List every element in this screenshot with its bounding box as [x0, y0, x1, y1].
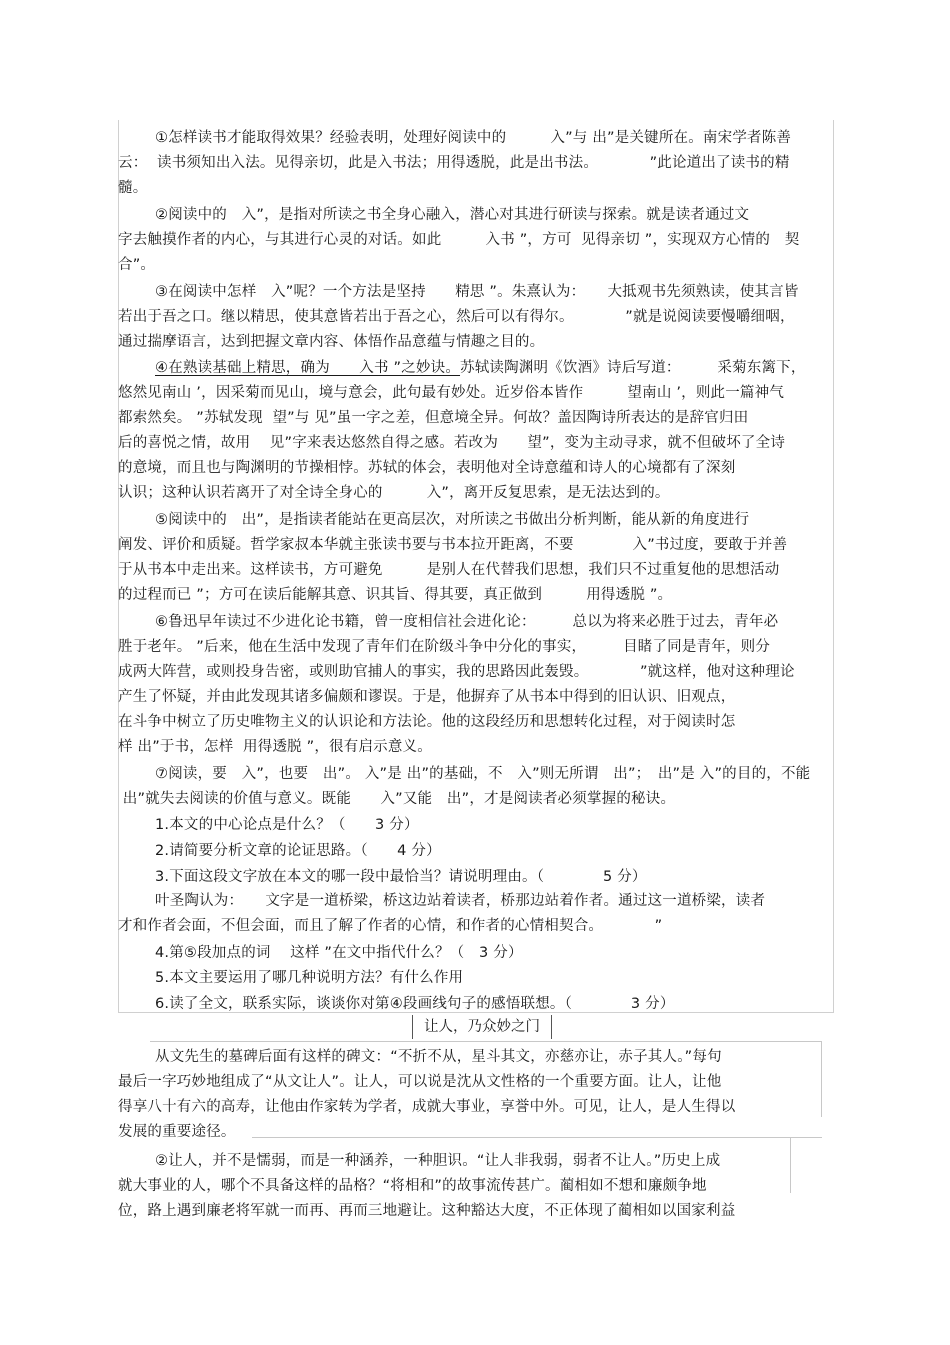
text-line: 都索然矣。 ”苏轼发现 望”与 见”虽一字之差，但意境全异。何故？盖因陶诗所表达的是辞官归田 — [118, 410, 749, 426]
text-line: 于从书本中走出来。这样读书，方可避免 是别人在代替我们思想，我们只不过重复他的思想活动 — [118, 562, 780, 578]
text-line: ②让人，并不是懦弱，而是一种涵养，一种胆识。“让人非我弱，弱者不让人。”历史上成 — [155, 1153, 721, 1169]
text-line: 产生了怀疑，并由此发现其诸多偏颇和谬误。于是，他摒弃了从书本中得到的旧认识、旧观点， — [118, 689, 736, 705]
text-line: 合”。 — [118, 257, 156, 273]
text-line: ②阅读中的 入”，是指对所读之书全身心融入，潜心对其进行研读与探索。就是读者通过文 — [155, 207, 750, 223]
text-line: 最后一字巧妙地组成了“从文让人”。让人，可以说是沈从文性格的一个重要方面。让人，让他 — [118, 1074, 722, 1090]
question-2: 2.请简要分析文章的论证思路。（ 4 分） — [155, 843, 441, 859]
question-3: 3.下面这段文字放在本文的哪一段中最恰当？请说明理由。（ 5 分） — [155, 869, 647, 885]
text-line: 从文先生的墓碑后面有这样的碑文：“不折不从，星斗其文，亦慈亦让，赤子其人。”每句 — [155, 1049, 722, 1065]
text-line: 就大事业的人，哪个不具备这样的品格？“将相和”的故事流传甚广。蔺相如不想和廉颇争地 — [118, 1178, 707, 1194]
text-line: 出”就失去阅读的价值与意义。既能 入”又能 出”，才是阅读者必须掌握的秘诀。 — [118, 791, 676, 807]
text-line: 样 出”于书，怎样 用得透脱 ”，很有启示意义。 — [118, 739, 432, 755]
text-line: 字去触摸作者的内心，与其进行心灵的对话。如此 入书 ”，方可 见得亲切 ”，实现双方心情的 契 — [118, 232, 800, 248]
text-line: ⑤阅读中的 出”，是指读者能站在更高层次，对所读之书做出分析判断，能从新的角度进行 — [155, 512, 750, 528]
text-line: 成两大阵营，或则投身告密，或则助官捕人的事实，我的思路因此轰毁。 ”就这样，他对这种理论 — [118, 664, 795, 680]
text-line: 若出于吾之口。继以精思，使其意皆若出于吾之心，然后可以有得尔。 ”就是说阅读要慢嚼细咽， — [118, 309, 795, 325]
question-5: 5.本文主要运用了哪几种说明方法？有什么作用 — [155, 970, 464, 986]
text-line: ③在阅读中怎样 入”呢？一个方法是坚持 精思 ”。朱熹认为： 大抵观书先须熟读，使其言皆 — [155, 284, 799, 300]
text-line: 位，路上遇到廉老将军就一而再、再而三地避让。这种豁达大度，不正体现了蔺相如以国家利益 — [118, 1203, 736, 1219]
text-line: 髓。 — [118, 180, 148, 196]
text-line: 云： 读书须知出入法。见得亲切，此是入书法；用得透脱，此是出书法。 ”此论道出了读书的精 — [118, 155, 790, 171]
question-6: 6.读了全文，联系实际，谈谈你对第④段画线句子的感悟联想。（ 3 分） — [155, 996, 675, 1012]
text-line: 的过程而已 ”；方可在读后能解其意、识其旨、得其要，真正做到 用得透脱 ”。 — [118, 587, 673, 603]
text-line — [155, 358, 806, 378]
text-line: 后的喜悦之情，故用 见”字来表达悠然自得之感。若改为 望”，变为主动寻求，就不但破坏了全诗 — [118, 435, 786, 451]
question-1: 1.本文的中心论点是什么？（ 3 分） — [155, 817, 419, 833]
text-line: ⑦阅读，要 入”，也要 出”。 入”是 出”的基础，不 入”则无所谓 出”； 出”是 入”的目的，不能 — [155, 766, 811, 782]
text-line: ⑥鲁迅早年读过不少进化论书籍，曾一度相信社会进化论： 总以为将来必胜于过去，青年必 — [155, 614, 779, 630]
text-line: 发展的重要途径。 — [118, 1124, 236, 1140]
divider — [252, 1137, 822, 1138]
underlined-sentence: ④在熟读基础上精思，确为 入书 ”之妙诀。 — [155, 360, 461, 376]
text-line: ①怎样读书才能取得效果？经验表明，处理好阅读中的 入”与 出”是关键所在。南宋学者陈善 — [155, 130, 792, 146]
divider — [790, 1137, 791, 1193]
question-4: 4.第⑤段加点的词 这样 ”在文中指代什么？（ 3 分） — [155, 945, 523, 961]
text-line: 悠然见南山 ’，因采菊而见山，境与意会，此句最有妙处。近岁俗本皆作 望南山 ’，则此一篇神气 — [118, 385, 785, 401]
text-line: 认识；这种认识若离开了对全诗全身心的 入”，离开反复思索，是无法达到的。 — [118, 485, 670, 501]
text-line: 通过揣摩语言，达到把握文章内容、体悟作品意蕴与情趣之目的。 — [118, 334, 545, 350]
article-title: 让人，乃众妙之门 — [412, 1015, 552, 1039]
text-line: 胜于老年。 ”后来，他在生活中发现了青年们在阶级斗争中分化的事实， 目睹了同是青年，则分 — [118, 639, 771, 655]
text-line: 阐发、评价和质疑。哲学家叔本华就主张读书要与书本拉开距离，不要 入”书过度，要敢于并善 — [118, 537, 788, 553]
quote-line: 叶圣陶认为： 文字是一道桥梁，桥这边站着读者，桥那边站着作者。通过这一道桥梁，读者 — [155, 893, 766, 909]
divider — [821, 1041, 822, 1117]
text-line: 的意境，而且也与陶渊明的节操相悖。苏轼的体会，表明他对全诗意蕴和诗人的心境都有了深刻 — [118, 460, 736, 476]
divider — [150, 1041, 822, 1042]
text-line: 得享八十有六的高寿，让他由作家转为学者，成就大事业，享誉中外。可见，让人，是人生得以 — [118, 1099, 736, 1115]
quote-line: 才和作者会面，不但会面，而且了解了作者的心情，和作者的心情相契合。 ” — [118, 918, 663, 934]
text-line: 在斗争中树立了历史唯物主义的认识论和方法论。他的这段经历和思想转化过程，对于阅读时怎 — [118, 714, 736, 730]
text-span: 苏轼读陶渊明《饮酒》诗后写道： 采菊东篱下， — [460, 360, 806, 376]
